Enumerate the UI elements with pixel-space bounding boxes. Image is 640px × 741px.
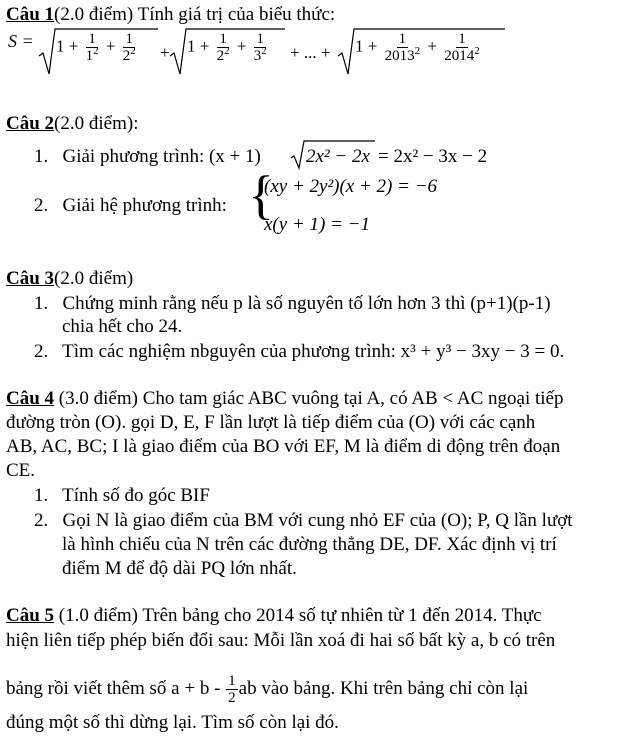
formula-s (8, 30, 34, 52)
q2-item-1-text: Giải phương trình: (62, 146, 205, 167)
q4-item-1 (34, 485, 210, 507)
term-3-frac-b-base: 2014 (444, 48, 475, 64)
term-1-frac-b (121, 31, 138, 64)
q4-item-2-line-1: Gọi N là giao điểm của BM với cung nhỏ EF của (O); P, Q lần lượt (62, 510, 573, 531)
question-3-score: (2.0 điểm) (54, 268, 134, 289)
question-5-line-4: đúng một số thì dừng lại. Tìm số còn lại đó. (6, 712, 339, 733)
question-4-line-3: AB, AC, BC; I là giao điểm của BO với EF, M là điểm di động trên đoạn (6, 436, 561, 457)
q4-item-1-text: Tính số đo góc BIF (62, 485, 210, 506)
term-2-frac-b (252, 31, 269, 64)
q5-fraction (226, 673, 238, 706)
question-2-label: Câu 2 (6, 113, 55, 134)
term-2-frac-b-base: 3 (253, 48, 262, 64)
term-3-frac-a (383, 31, 423, 64)
question-3-label: Câu 3 (6, 268, 55, 289)
term-2-one: 1 (187, 36, 196, 56)
term-3-frac-b (442, 31, 482, 64)
term-2-frac-a-num: 1 (219, 31, 227, 47)
term-2-frac-b-exp: 2 (261, 45, 267, 57)
term-1-frac-b-num: 1 (125, 31, 133, 47)
q3-item-1-line1: Chứng minh rằng nếu p là số nguyên tố lớn hơn 3 thì (p+1)(p-1) (62, 293, 551, 314)
term-2-plus: + (199, 36, 210, 56)
term-3-frac-b-den (442, 45, 482, 64)
term-3-frac-a-exp: 2 (414, 45, 421, 57)
question-4-line-1-text: (3.0 điểm) Cho tam giác ABC vuông tại A, có AB < AC ngoại tiếp (54, 388, 564, 409)
q5-fraction-num: 1 (228, 673, 236, 689)
question-1-score: (2.0 điểm) Tính giá trị của biểu thức: (54, 4, 336, 25)
term-1-frac-a-exp: 2 (93, 45, 99, 57)
q2-radicand: 2x² − 2x (306, 146, 370, 167)
q2-eq-right: = 2x² − 3x − 2 (378, 146, 488, 167)
term-2-content (187, 31, 270, 64)
term-2-frac-a (215, 31, 232, 64)
term-3-frac-a-den (383, 45, 423, 64)
q2-item-1-eq-left: (x + 1) (208, 146, 261, 167)
question-1-label: Câu 1 (6, 4, 55, 25)
term-1-content (56, 31, 139, 64)
question-5-line-2: hiện liên tiếp phép biến đổi sau: Mỗi lần xoá đi hai số bất kỳ a, b có trên (6, 630, 556, 651)
q3-item-2-num: 2. (34, 341, 49, 362)
term-2-frac-b-num: 1 (256, 31, 264, 47)
term-1-frac-b-base: 2 (122, 48, 131, 64)
q3-item-1-line2: chia hết cho 24. (62, 316, 183, 337)
term-1-frac-a (84, 31, 101, 64)
term-1-plus: + (68, 36, 79, 56)
q4-item-2 (34, 510, 573, 532)
term-3-frac-a-num: 1 (398, 31, 407, 47)
question-4-label: Câu 4 (6, 388, 55, 409)
question-3-heading (6, 268, 133, 290)
term-3-plus: + (367, 36, 378, 56)
question-2-score: (2.0 điểm): (54, 113, 139, 134)
question-4-line-1 (6, 388, 563, 410)
term-1-one: 1 (56, 36, 65, 56)
system-brace: { (248, 165, 274, 225)
term-3-frac-a-base: 2013 (384, 48, 415, 64)
q2-item-1 (34, 146, 261, 168)
term-2-frac-a-base: 2 (216, 48, 225, 64)
term-3-plus-2: + (427, 36, 437, 56)
q4-item-2-line-2: là hình chiếu của N trên các đường thẳng DE, DF. Xác định vị trí (62, 534, 557, 555)
term-3-one: 1 (355, 36, 364, 56)
q2-item-2-text: Giải hệ phương trình: (62, 195, 227, 216)
term-1-frac-b-exp: 2 (130, 45, 136, 57)
formula-lhs: S = (8, 31, 34, 51)
term-3-content (355, 31, 483, 64)
question-5-label: Câu 5 (6, 605, 55, 626)
term-3-frac-b-exp: 2 (474, 45, 480, 57)
question-1-heading (6, 4, 335, 26)
term-3-frac-b-num: 1 (458, 31, 466, 47)
question-5-line-3a: bảng rồi viết thêm số a + b - (6, 677, 221, 699)
term-1-plus-2: + (105, 36, 116, 56)
question-4-line-4: CE. (6, 460, 36, 481)
term-1-frac-a-num: 1 (88, 31, 96, 47)
term-2-frac-b-den (252, 45, 269, 64)
term-1-frac-a-den (84, 45, 101, 64)
q4-item-2-line-3: điểm M để độ dài PQ lớn nhất. (62, 558, 297, 579)
term-1-frac-a-base: 1 (85, 48, 94, 64)
term-2-plus-2: + (236, 36, 247, 56)
question-2-heading (6, 113, 138, 135)
question-4-line-2: đường tròn (O). gọi D, E, F lần lượt là tiếp điểm của (O) với các cạnh (6, 412, 536, 433)
q4-item-2-num: 2. (34, 510, 49, 531)
q5-fraction-den: 2 (228, 690, 236, 706)
question-5-line-1 (6, 605, 542, 627)
q4-item-1-num: 1. (34, 485, 49, 506)
question-5-line-1-text: (1.0 điểm) Trên bảng cho 2014 số tự nhiên từ 1 đến 2014. Thực (54, 605, 542, 626)
q3-item-1 (34, 293, 551, 315)
system-eq-1: (xy + 2y²)(x + 2) = −6 (264, 176, 438, 197)
question-5-line-3b: ab vào bảng. Khi trên bảng chỉ còn lại (238, 677, 529, 699)
term-1-frac-b-den (121, 45, 138, 64)
q3-item-2 (34, 341, 564, 363)
ellipsis: + ... + (290, 43, 331, 62)
between-1: + (160, 43, 170, 62)
term-2-frac-a-den (215, 45, 232, 64)
system-eq-2: x(y + 1) = −1 (264, 214, 370, 235)
term-2-frac-a-exp: 2 (224, 45, 230, 57)
q3-item-1-num: 1. (34, 293, 49, 314)
q2-item-2-num: 2. (34, 195, 49, 216)
question-5-line-3 (6, 673, 528, 706)
q2-item-2 (34, 195, 227, 217)
q3-item-2-line1: Tìm các nghiệm nbguyên của phương trình: x³ + y³ − 3xy − 3 = 0. (62, 341, 565, 362)
q2-item-1-num: 1. (34, 146, 49, 167)
